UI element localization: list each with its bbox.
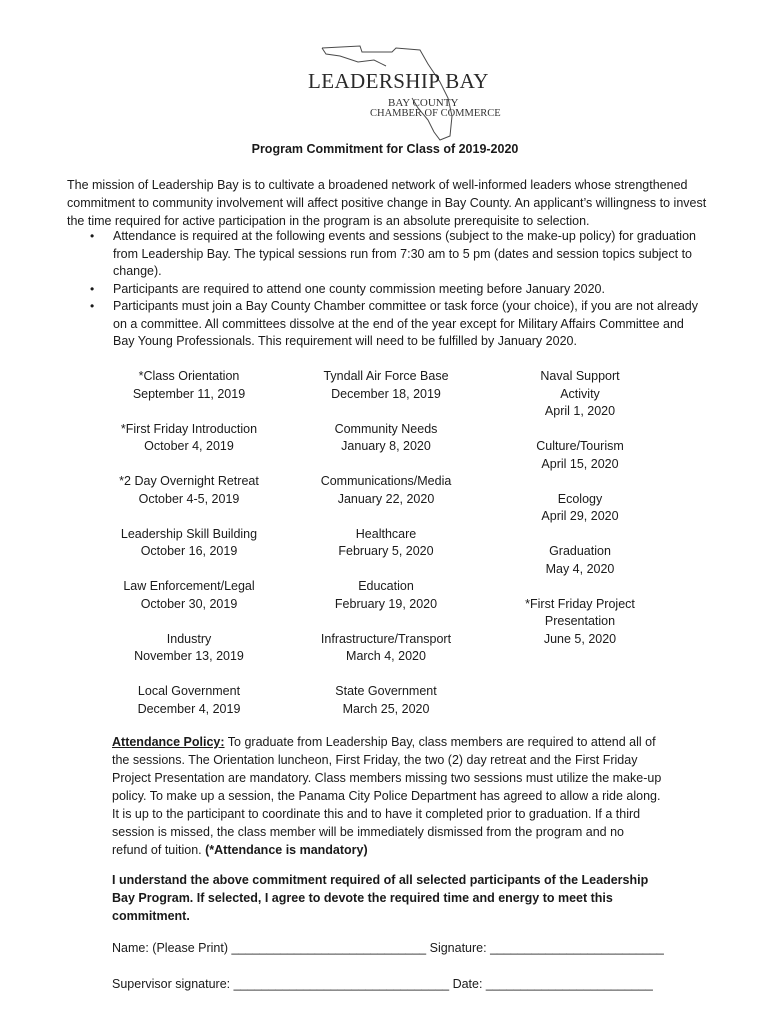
policy-text: To graduate from Leadership Bay, class members are required to attend all of the sessions. The Orientation luncheon, First Friday, the two (2) day retreat and the First Friday Project Presentation are mandatory. Class members missing two sessions must utilize the make-up policy. To make up a session, the Panama City Police Department has agreed to allow a ride along. It is up to the participant to coordinate this and to have it completed prior to graduation. If a third session is missed, the class member will be immediately dismissed from the program and no refund of tuition. [112,735,662,857]
policy-label: Attendance Policy: [112,735,225,749]
florida-outline-icon [300,40,489,148]
schedule-event: Law Enforcement/Legal October 30, 2019 [123,579,255,611]
schedule-column-1 [99,368,279,736]
logo-subtitle-county: BAY COUNTY [388,97,459,109]
schedule-event: *Class Orientation September 11, 2019 [132,369,246,401]
schedule-event: Communications/Media January 22, 2020 [320,474,452,506]
bullet-icon: • [90,229,95,243]
mission-paragraph: The mission of Leadership Bay is to cultivate a broadened network of well-informed leaders whose strengthened commitment to community involvement will affect positive change in Bay County. An applicant’s willingness to invest the time required for active participation in the program is an absolute prerequisite to selection. [67,178,707,228]
schedule-event: Tyndall Air Force Base December 18, 2019 [323,369,449,401]
schedule-event: Industry November 13, 2019 [134,631,244,663]
schedule-column-3 [490,368,670,666]
supervisor-date-line[interactable]: Supervisor signature: _______________________________ Date: ________________________ [112,977,653,991]
schedule-event: Education February 19, 2020 [334,579,438,611]
logo-subtitle-chamber: CHAMBER OF COMMERCE [370,108,501,119]
schedule-event: Community Needs January 8, 2020 [334,421,438,453]
document-title: Program Commitment for Class of 2019-2020 [251,142,519,156]
schedule-event: Leadership Skill Building October 16, 2019 [120,526,258,558]
schedule-event: State Government March 25, 2020 [335,684,437,716]
leadership-bay-logo [300,40,501,148]
schedule-event: Ecology April 29, 2020 [541,491,619,523]
policy-emphasis: (*Attendance is mandatory) [205,843,368,857]
requirements-list [67,228,707,351]
schedule-event: Naval Support Activity April 1, 2020 [540,369,620,418]
schedule-event: *2 Day Overnight Retreat October 4-5, 2019 [119,474,259,506]
logo-title: LEADERSHIP BAY [308,69,489,93]
schedule-event: Local Government December 4, 2019 [137,684,241,716]
schedule-event: Healthcare February 5, 2020 [338,526,434,558]
name-signature-line[interactable]: Name: (Please Print) ____________________________ Signature: _________________________ [112,941,664,955]
schedule-column-2 [296,368,476,736]
schedule-event: Culture/Tourism April 15, 2020 [536,439,624,471]
schedule-event: Infrastructure/Transport March 4, 2020 [320,631,452,663]
list-item: • Participants must join a Bay County Chamber committee or task force (your choice), if you are not already on a committee. All committees dissolve at the end of the year except for Military Affairs Committee and Bay Young Professionals. This requirement will need to be fulfilled by January 2020. [90,299,698,348]
schedule-event: Graduation May 4, 2020 [545,544,615,576]
list-item: • Participants are required to attend one county commission meeting before January 2020. [67,281,707,299]
bullet-icon: • [90,299,95,313]
attendance-policy [112,733,662,859]
commitment-statement: I understand the above commitment required of all selected participants of the Leadership Bay Program. If selected, I agree to devote the required time and energy to meet this commitment. [112,873,649,923]
schedule-event: *First Friday Introduction October 4, 2019 [120,421,258,453]
schedule-event: *First Friday Project Presentation June 5, 2020 [525,596,635,646]
list-item: • Attendance is required at the following events and sessions (subject to the make-up policy) for graduation from Leadership Bay. The typical sessions run from 7:30 am to 5 pm (dates and session topics subject to change). [90,229,696,278]
bullet-icon: • [90,281,95,296]
